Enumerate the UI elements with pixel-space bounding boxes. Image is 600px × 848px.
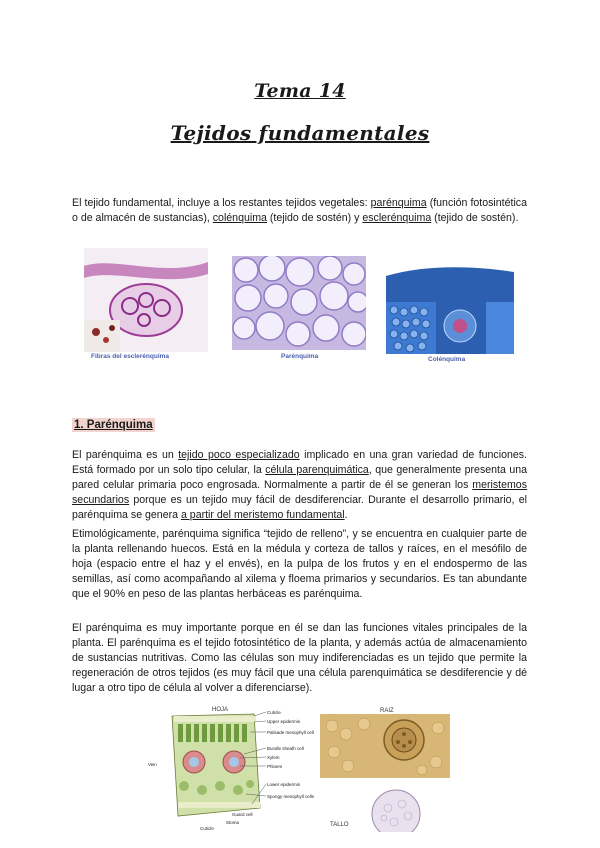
label-vein: Vein	[148, 762, 157, 767]
term-parenquima: parénquima	[370, 197, 427, 209]
term-colenquima: colénquima	[212, 212, 267, 224]
leaf-cross-section-diagram	[142, 704, 318, 832]
term-esclerenquima: esclerénquima	[362, 212, 432, 224]
page-title: Tejidos fundamentales	[170, 121, 430, 145]
paragraph-definition: El parénquima es un tejido poco especializado implicado en una gran variedad de funciones. Está formado por un solo tipo celular, la célula parenquimática, que generalmente presenta una pared celular primaria poco engrosada. Normalmente a partir de él se generan los meristemos secundarios porque es un tejido muy fácil de desdiferenciar. Durante el desarrollo primario, el parénquima se genera a partir del meristemo fundamental.	[72, 449, 528, 521]
parenquima-micrograph	[232, 256, 366, 350]
intro-paragraph: El tejido fundamental, incluye a los restantes tejidos vegetales: parénquima (función fotosintética o de almacén de sustancias), colénquima (tejido de sostén) y esclerénquima (tejido de sostén).	[72, 197, 527, 224]
label-upper-epidermis: Upper epidermis	[267, 719, 301, 724]
paragraph-functions: El parénquima es muy importante porque en él se dan las funciones vitales principales de la planta. El parénquima es el tejido fotosintético de la planta, y además actúa de almacenamiento de sustancias nutritivas. Como las células son muy indiferenciadas es un tejido que permite la regeneración de otros tejidos (es muy fácil que una célula parenquimática se desdiferencie y dé lugar a otro tipo de célula al volver a diferenciarse).	[72, 622, 527, 694]
label-hoja: HOJA	[212, 707, 229, 713]
label-raiz: RAIZ	[380, 708, 394, 714]
paragraph-etymology: Etimológicamente, parénquima significa “tejido de relleno”, y se encuentra en cualquier parte de la planta rellenando huecos. Está en la médula y corteza de tallos y raíces, en el mesófilo de hoja (espacio entre el haz y el envés), en la pulpa de los frutos y en el endospermo de las semillas, así como acompañando al xilema y floema primarios y secundarios. Es tan abundante que el 90% en peso de las plantas herbáceas es parénquima.	[72, 528, 527, 600]
esclerenquima-micrograph	[84, 248, 208, 352]
label-palisade: Palisade mesophyll cell	[267, 730, 314, 735]
label-spongy: Spongy mesophyll cells	[267, 794, 315, 799]
label-phloem: Phloem	[267, 764, 283, 769]
root-stem-diagram	[318, 704, 452, 832]
label-lower-epidermis: Lower epidermis	[267, 782, 301, 787]
topic-number: Tema 14	[254, 80, 346, 102]
label-tallo: TALLO	[330, 822, 349, 828]
label-xylem: Xylem	[267, 755, 280, 760]
label-cuticle: Cuticle	[267, 710, 281, 715]
label-guard-cell: Guard cell	[232, 812, 253, 817]
section-heading-parenquima: 1. Parénquima	[74, 419, 153, 431]
label-cuticle-bottom: Cuticle	[200, 826, 214, 831]
caption-colenquima: Colénquima	[428, 356, 466, 363]
label-bundle-sheath: Bundle sheath cell	[267, 746, 304, 751]
colenquima-micrograph	[386, 262, 514, 354]
label-stoma: Stoma	[226, 820, 240, 825]
caption-parenquima: Parénquima	[281, 353, 319, 360]
caption-esclerenquima: Fibras del esclerénquima	[91, 353, 170, 360]
